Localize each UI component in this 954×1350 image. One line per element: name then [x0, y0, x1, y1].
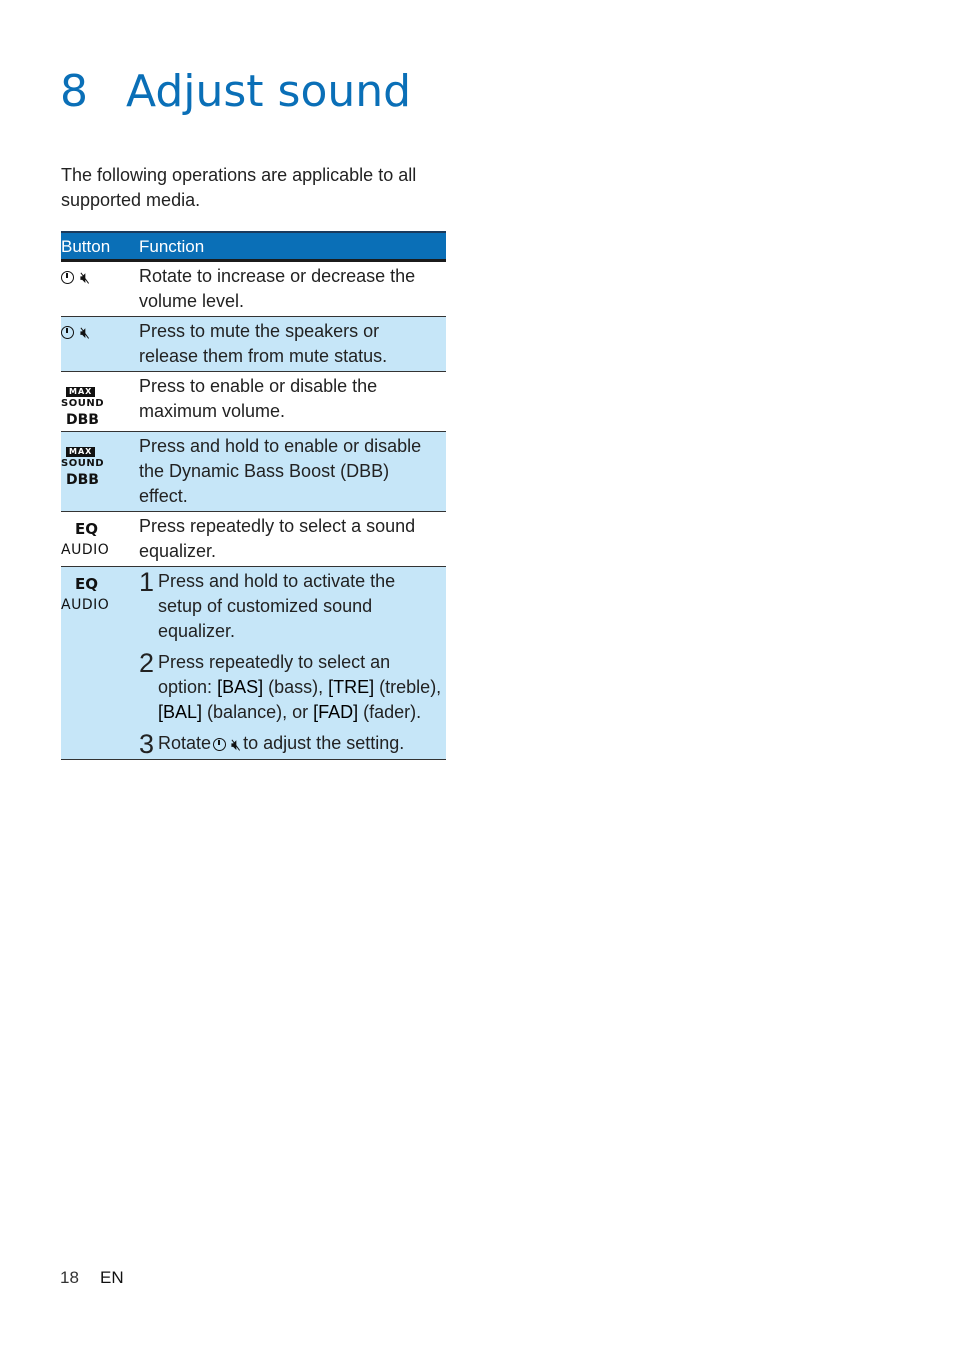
step-text-post: to adjust the setting. [243, 733, 405, 753]
volume-icons [213, 734, 242, 754]
button-cell [61, 567, 139, 760]
audio-label: AUDIO [61, 597, 110, 613]
language-code: EN [100, 1268, 124, 1287]
table-row [61, 432, 446, 512]
option-fad-desc: (fader). [363, 702, 422, 722]
sound-label: SOUND [61, 398, 104, 409]
button-cell [61, 372, 139, 432]
speaker-mute-icon: 🔇︎ [231, 734, 242, 754]
step-text-pre: Rotate [158, 733, 212, 753]
eq-audio-icon [61, 519, 109, 561]
function-cell: Press repeatedly to select a sound equalizer. [139, 512, 446, 567]
option-bal-desc: (balance), or [207, 702, 309, 722]
eq-label: EQ [75, 575, 98, 593]
list-item [139, 650, 442, 725]
eq-label: EQ [75, 520, 98, 538]
option-tre-desc: (treble), [379, 677, 442, 697]
volume-icons [61, 267, 90, 289]
step-number: 3 [139, 729, 155, 759]
chapter-number: 8 [60, 66, 88, 117]
volume-knob-icon [61, 271, 74, 284]
chapter-title: Adjust sound [126, 66, 412, 117]
step-text [158, 731, 442, 756]
max-label: MAX [66, 447, 95, 457]
table-row [61, 261, 446, 317]
step-number: 2 [139, 648, 155, 678]
table-row [61, 372, 446, 432]
step-list [139, 569, 442, 757]
speaker-mute-icon: 🔇︎ [80, 267, 91, 287]
table-row [61, 317, 446, 372]
header-button: Button [61, 232, 139, 261]
max-sound-dbb-icon [61, 447, 104, 489]
dbb-label: DBB [66, 472, 99, 488]
function-cell: Press to enable or disable the maximum volume. [139, 372, 446, 432]
button-cell [61, 432, 139, 512]
intro-text: The following operations are applicable to all supported media. [61, 165, 417, 210]
volume-knob-icon [213, 738, 226, 751]
step-text-pre: Press repeatedly to select an option: [158, 652, 391, 697]
function-cell [139, 567, 446, 760]
function-cell: Press and hold to enable or disable the Dynamic Bass Boost (DBB) effect. [139, 432, 446, 512]
eq-audio-icon [61, 574, 109, 616]
speaker-mute-icon: 🔇︎ [80, 322, 91, 342]
max-label: MAX [66, 387, 95, 397]
table-header-row [61, 232, 446, 261]
step-text [158, 650, 442, 725]
button-cell [61, 261, 139, 317]
function-cell: Rotate to increase or decrease the volume level. [139, 261, 446, 317]
audio-label: AUDIO [61, 542, 110, 558]
table-row [61, 567, 446, 760]
page-number: 18 [60, 1268, 79, 1287]
dbb-label: DBB [66, 412, 99, 428]
sound-label: SOUND [61, 458, 104, 469]
option-fad: [FAD] [313, 702, 359, 722]
header-function: Function [139, 232, 446, 261]
volume-knob-icon [61, 326, 74, 339]
function-cell: Press to mute the speakers or release them from mute status. [139, 317, 446, 372]
step-number: 1 [139, 567, 155, 597]
button-cell [61, 317, 139, 372]
button-cell [61, 512, 139, 567]
button-function-table [61, 231, 446, 760]
step-text: Press and hold to activate the setup of customized sound equalizer. [158, 571, 396, 641]
list-item [139, 569, 442, 644]
mute-icons [61, 322, 90, 344]
option-bal: [BAL] [158, 702, 203, 722]
max-sound-dbb-icon [61, 387, 104, 429]
option-bas: [BAS] [217, 677, 264, 697]
list-item [139, 731, 442, 757]
option-bas-desc: (bass), [268, 677, 324, 697]
page-footer [60, 1266, 124, 1290]
option-tre: [TRE] [328, 677, 375, 697]
table-row [61, 512, 446, 567]
page-title [60, 62, 411, 122]
